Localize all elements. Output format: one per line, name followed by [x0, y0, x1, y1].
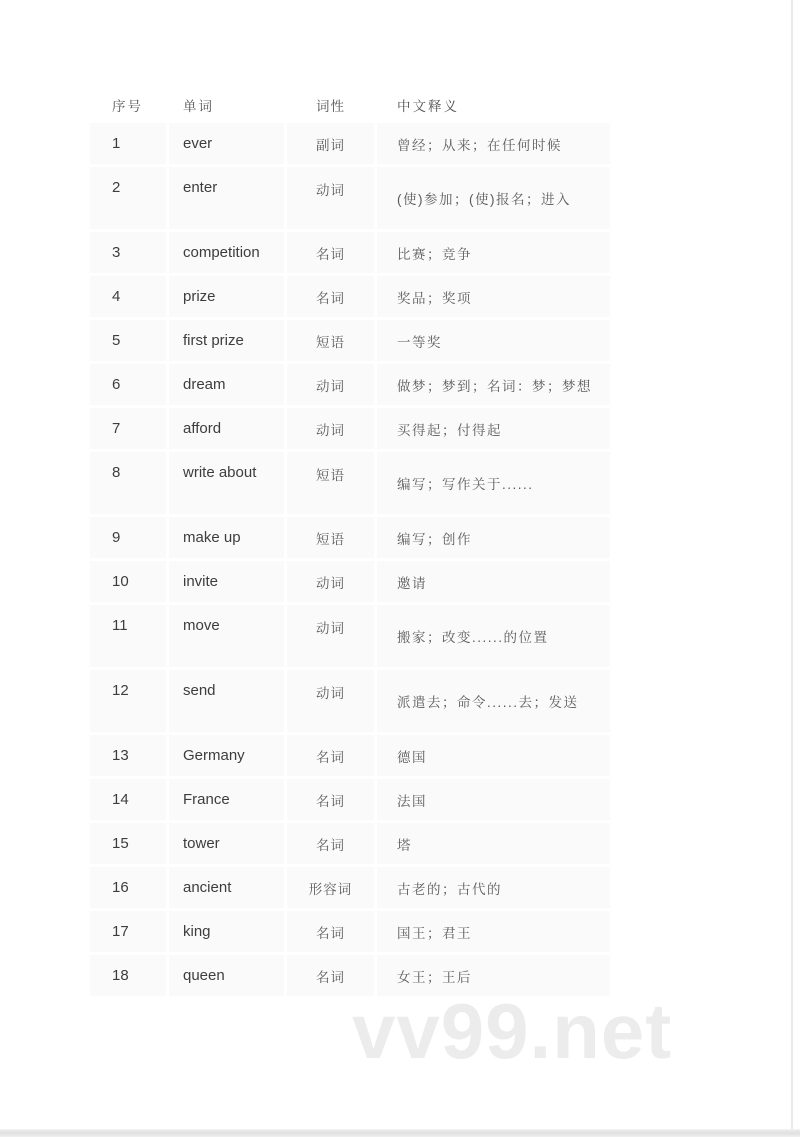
row-word: dream [169, 364, 284, 405]
table-row [90, 735, 610, 776]
row-number: 11 [90, 605, 166, 667]
row-word: tower [169, 823, 284, 864]
row-word: ancient [169, 867, 284, 908]
header-number: 序号 [112, 99, 143, 114]
table-row [90, 452, 610, 514]
table-row [90, 408, 610, 449]
row-number: 8 [90, 452, 166, 514]
row-meaning: 曾经；从来；在任何时候 [377, 123, 610, 164]
table-row [90, 911, 610, 952]
page-edge-line [791, 0, 793, 1130]
table-row [90, 276, 610, 317]
row-word: make up [169, 517, 284, 558]
table-row [90, 823, 610, 864]
row-pos: 动词 [287, 670, 374, 732]
row-meaning: 古老的；古代的 [377, 867, 610, 908]
row-meaning: 编写；创作 [377, 517, 610, 558]
row-word: move [169, 605, 284, 667]
row-word: write about [169, 452, 284, 514]
row-number: 9 [90, 517, 166, 558]
row-pos: 短语 [287, 320, 374, 361]
row-meaning: 奖品；奖项 [377, 276, 610, 317]
row-word: enter [169, 167, 284, 229]
row-word: invite [169, 561, 284, 602]
table-row [90, 123, 610, 164]
row-number: 4 [90, 276, 166, 317]
row-word: king [169, 911, 284, 952]
row-meaning: 塔 [377, 823, 610, 864]
row-word: France [169, 779, 284, 820]
row-meaning: 搬家；改变......的位置 [377, 605, 610, 667]
table-row [90, 364, 610, 405]
row-meaning: 女王；王后 [377, 955, 610, 996]
row-meaning: 德国 [377, 735, 610, 776]
row-word: first prize [169, 320, 284, 361]
row-pos: 名词 [287, 823, 374, 864]
row-number: 6 [90, 364, 166, 405]
row-number: 14 [90, 779, 166, 820]
row-word: competition [169, 232, 284, 273]
row-pos: 动词 [287, 167, 374, 229]
row-meaning: 编写；写作关于...... [377, 452, 610, 514]
row-pos: 动词 [287, 605, 374, 667]
row-pos: 名词 [287, 779, 374, 820]
header-word: 单词 [183, 99, 214, 114]
table-row [90, 561, 610, 602]
row-number: 15 [90, 823, 166, 864]
row-meaning: 法国 [377, 779, 610, 820]
table-row [90, 320, 610, 361]
row-number: 10 [90, 561, 166, 602]
row-meaning: 派遣去；命令......去；发送 [377, 670, 610, 732]
row-number: 5 [90, 320, 166, 361]
row-number: 17 [90, 911, 166, 952]
row-pos: 名词 [287, 232, 374, 273]
row-pos: 形容词 [287, 867, 374, 908]
row-number: 3 [90, 232, 166, 273]
row-pos: 动词 [287, 364, 374, 405]
row-meaning: 国王；君王 [377, 911, 610, 952]
row-number: 2 [90, 167, 166, 229]
row-word: Germany [169, 735, 284, 776]
row-word: prize [169, 276, 284, 317]
row-meaning: 邀请 [377, 561, 610, 602]
row-pos: 动词 [287, 561, 374, 602]
row-word: send [169, 670, 284, 732]
row-meaning: 买得起；付得起 [377, 408, 610, 449]
header-meaning: 中文释义 [397, 99, 459, 114]
row-pos: 名词 [287, 911, 374, 952]
page-bottom-divider [0, 1129, 800, 1137]
row-meaning: 比赛；竞争 [377, 232, 610, 273]
row-number: 12 [90, 670, 166, 732]
row-meaning: 做梦；梦到；名词：梦；梦想 [377, 364, 610, 405]
table-row [90, 779, 610, 820]
site-watermark: vv99.net [352, 987, 673, 1075]
table-header-row [90, 90, 610, 120]
row-word: afford [169, 408, 284, 449]
row-pos: 短语 [287, 452, 374, 514]
table-row [90, 167, 610, 229]
row-pos: 动词 [287, 408, 374, 449]
row-number: 1 [90, 123, 166, 164]
table-row [90, 867, 610, 908]
row-word: ever [169, 123, 284, 164]
row-pos: 名词 [287, 276, 374, 317]
row-meaning: 一等奖 [377, 320, 610, 361]
table-row [90, 232, 610, 273]
vocabulary-table [87, 87, 613, 999]
header-pos: 词性 [316, 99, 345, 114]
row-number: 18 [90, 955, 166, 996]
row-pos: 名词 [287, 955, 374, 996]
table-row [90, 605, 610, 667]
row-number: 13 [90, 735, 166, 776]
row-meaning: (使)参加；(使)报名；进入 [377, 167, 610, 229]
table-row [90, 517, 610, 558]
row-number: 16 [90, 867, 166, 908]
row-pos: 副词 [287, 123, 374, 164]
row-number: 7 [90, 408, 166, 449]
table-row [90, 670, 610, 732]
row-pos: 名词 [287, 735, 374, 776]
row-pos: 短语 [287, 517, 374, 558]
row-word: queen [169, 955, 284, 996]
